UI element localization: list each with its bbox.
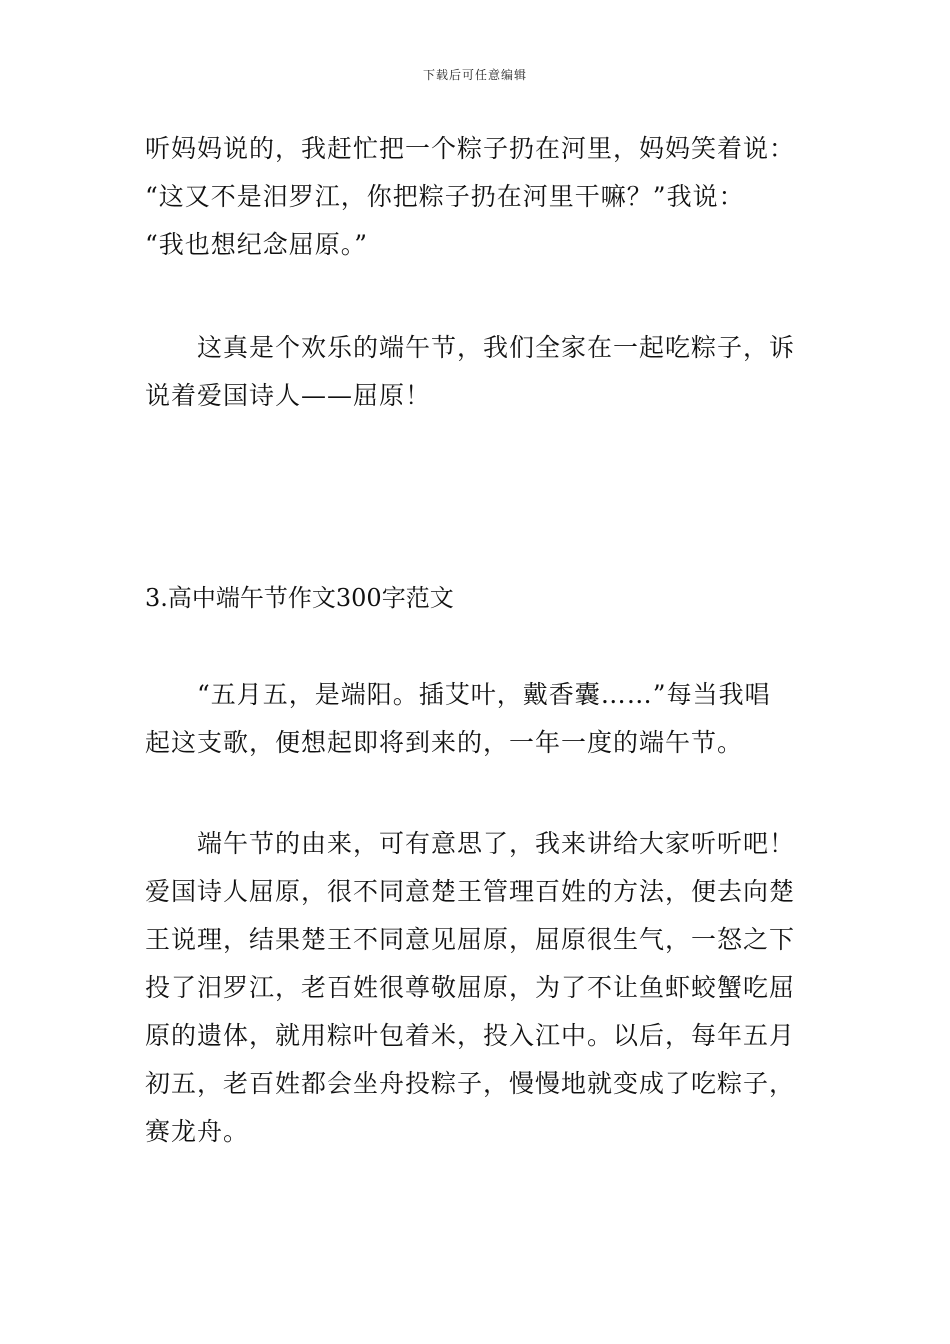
paragraph-4-line-5: 原的遗体，就用粽叶包着米，投入江中。以后，每年五月 xyxy=(145,1021,796,1050)
paragraph-3-line-2: 起这支歌，便想起即将到来的，一年一度的端午节。 xyxy=(145,728,744,757)
paragraph-1-line-2: “这又不是汨罗江，你把粽子扔在河里干嘛？”我说： xyxy=(145,182,745,211)
paragraph-2-line-1: 这真是个欢乐的端午节，我们全家在一起吃粽子，诉 xyxy=(145,333,796,362)
paragraph-2-line-2: 说着爱国诗人——屈原！ xyxy=(145,381,432,410)
paragraph-4-line-1: 端午节的由来，可有意思了，我来讲给大家听听吧！ xyxy=(145,829,796,858)
page-header: 下载后可任意编辑 xyxy=(422,68,527,82)
paragraph-4-line-2: 爱国诗人屈原，很不同意楚王管理百姓的方法，便去向楚 xyxy=(145,877,796,906)
paragraph-3-line-1: “五月五，是端阳。插艾叶，戴香囊……”每当我唱 xyxy=(145,680,771,709)
paragraph-1-line-3: “我也想纪念屈原。” xyxy=(145,230,369,259)
paragraph-4-line-3: 王说理，结果楚王不同意见屈原，屈原很生气，一怒之下 xyxy=(145,925,796,954)
paragraph-4-line-7: 赛龙舟。 xyxy=(145,1117,250,1146)
paragraph-4-line-6: 初五，老百姓都会坐舟投粽子，慢慢地就变成了吃粽子， xyxy=(145,1069,796,1098)
paragraph-4-line-4: 投了汨罗江，老百姓很尊敬屈原，为了不让鱼虾蛟蟹吃屈 xyxy=(145,973,796,1002)
section-heading: 3.高中端午节作文300字范文 xyxy=(145,584,454,612)
paragraph-1-line-1: 听妈妈说的，我赶忙把一个粽子扔在河里，妈妈笑着说： xyxy=(145,134,796,163)
